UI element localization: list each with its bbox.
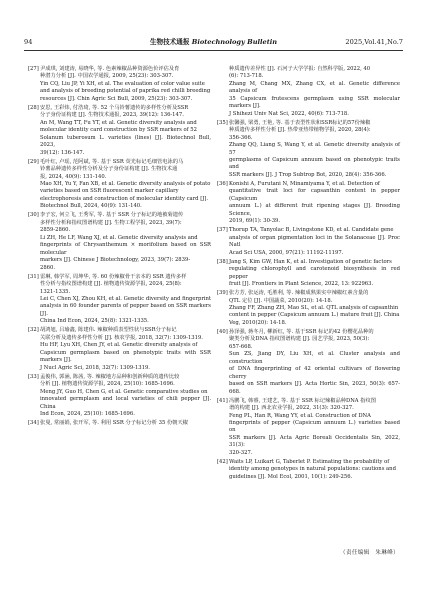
reference-entry [217, 329, 400, 396]
reference-line: Lei C, Chen XJ, Zhou KH, et al. Genetic diversity and fingerprint [40, 295, 212, 302]
reference-line: China Ind Econ, 2024, 25(8): 1321-1335. [40, 318, 149, 325]
reference-number: [29] [28, 158, 39, 165]
reference-line: Mao XH, Yu Y, Fan XB, et al. Genetic diversity analysis of potato [40, 180, 211, 187]
reference-line: 320-327. [229, 449, 253, 456]
reference-line: Acad Sci USA, 2000, 97(21): 11192-11197. [229, 249, 344, 256]
reference-entry [28, 420, 211, 427]
reference-entry [217, 290, 400, 327]
reference-line: markers [J]. Chinese J Biotechnology, 2023, 39(7): 2839- [40, 257, 191, 264]
reference-line: Jang S, Kim GW, Han K, et al. Investigation of genetic factors [229, 258, 392, 265]
reference-number: [32] [28, 327, 39, 334]
reference-line: regulating chlorophyll and carotenoid biosynthesis in red pepper [229, 266, 400, 280]
editor-note: （责任编辑 朱琳峰） [340, 550, 399, 556]
reference-number: [40] [217, 328, 228, 335]
reference-text [229, 181, 400, 226]
reference-line: 孟俊伟, 郭涵, 陈茜, 等. 辣椒地方品种和创新种质的遗传比较 [40, 373, 180, 380]
reference-line: SSR markers [J]. Acta Agric Boreali Occidentalis Sin, 2022, 31(3): [229, 434, 400, 449]
reference-entry [217, 398, 400, 458]
reference-line: 谱的构建 [J]. 西北农业学报, 2022, 31(3): 320-327. [229, 405, 354, 412]
reference-number: [36] [217, 180, 228, 187]
reference-line: Veg, 2010(20): 14-18. [229, 319, 287, 326]
reference-text [40, 274, 211, 326]
reference-line: J Nucl Agric Sci, 2018, 32(7): 1309-1319. [40, 364, 150, 371]
reference-line: 性分析与指纹图谱构建 [J]. 植物遗传资源学报, 2024, 25(8): [40, 281, 182, 288]
reference-line: 657-668. [229, 343, 253, 350]
issue-info: 2025,Vol.41,No.7 [345, 38, 403, 46]
reference-line: Ind Econ, 2024, 25(10): 1685-1696. [40, 410, 135, 417]
reference-number [217, 66, 229, 118]
reference-line: Hu HF, Lyu XH, Chen JY, et al. Genetic diversity analysis of [40, 342, 198, 349]
reference-line: of DNA fingerprinting of 42 oriental cultivars of flowering cherry [229, 366, 400, 380]
reference-line: 种质遗传多样性分析 [J]. 热带亚热带植物学报, 2020, 28(4): [229, 127, 371, 134]
reference-line: fingerprints of pepper (Capsicum annuum L.) varieties based on [229, 420, 400, 434]
reference-number: [38] [217, 258, 228, 265]
reference-text [40, 420, 211, 427]
reference-entry [28, 274, 211, 326]
reference-line: QTL 定位 [J]. 中国蔬菜, 2010(20): 14-18. [229, 297, 333, 304]
reference-line: Yin CQ, Liu JP, Yi XH, et al. The evaluation of color value suite [40, 80, 205, 87]
reference-text [229, 398, 400, 458]
reference-entry [28, 327, 211, 372]
reference-line: 35 Capsicum frutescens germplasm using SSR molecular markers [J]. [229, 95, 400, 110]
reference-line: 聚类分析及DNA 指纹图谱构建 [J]. 园艺学报, 2023, 50(3): [229, 336, 370, 343]
reference-text [40, 212, 211, 272]
reference-line: (6): 713-718. [229, 73, 264, 80]
reference-line: 报, 2024, 40(9): 131-140. [40, 173, 107, 180]
reference-line: 尹成琪, 刘建涛, 易晓华, 等. 色素辣椒品种资源色价评估及育 [40, 66, 180, 72]
reference-line: content in pepper (Capsicum annuum L.) mature fruit [J]. China [229, 312, 400, 319]
reference-line: Biotechnol Bull, 2024, 40(9): 131-140. [40, 203, 142, 210]
reference-line: Zhang FF, Zhang ZH, Mao SL, et al. QTL analysis of capsanthin [229, 305, 399, 312]
reference-line: resources [J]. Chin Agric Sci Bull, 2009, 25(23): 303-307. [40, 95, 193, 102]
reference-line: 2859-2860. [40, 227, 71, 234]
reference-text [40, 374, 211, 419]
reference-entry [217, 120, 400, 180]
reference-text [40, 159, 211, 211]
reference-line: Capsicum germplasm based on phenotypic traits with SSR markers [J]. [40, 349, 211, 364]
reference-line: An M, Wang TT, Fu YT, et al. Genetic diversity analysis and [40, 119, 197, 126]
reference-line: fingerprints of Chrysanthemum × morifolium based on SSR molecular [40, 242, 211, 256]
reference-number: [33] [28, 373, 39, 380]
reference-line: Meng JY, Guo H, Chen G, et al. Genetic comparative studies on [40, 388, 208, 395]
running-header [24, 35, 403, 49]
journal-title-en: Biotechnology Bulletin [191, 38, 278, 46]
page-number: 94 [24, 38, 33, 46]
reference-line: analysis in 60 founder parents of pepper based on SSR markers [J]. [40, 303, 211, 317]
reference-text [40, 327, 211, 372]
reference-text [229, 290, 400, 327]
reference-line: 孙泽强, 蒋冬月, 柳新红, 等. 基于SSR 标记的42 份樱花品种的 [229, 328, 374, 335]
reference-text [229, 259, 400, 289]
reference-line: identity among genotypes in natural populations: cautions and [229, 466, 396, 473]
reference-text [40, 105, 211, 157]
reference-entry [217, 459, 400, 481]
reference-line: Solanum tuberosum L. varieties (lines) [J]. Biotechnol Bull, 2023, [40, 134, 211, 149]
reference-entry [28, 105, 211, 157]
reference-line: analysis of organ pigmentation loci in the Solanaceae [J]. Proc Natl [229, 234, 400, 249]
reference-line: Li ZH, He LF, Wang XJ, et al. Genetic diversity analysis and [40, 234, 198, 241]
reference-entry [217, 181, 400, 226]
reference-line: annuum L.) at different fruit ripening stages [J]. Breeding Science, [229, 203, 400, 217]
reference-text [229, 459, 400, 481]
reference-line: Waits LP, Luikart G, Taberlet P. Estimating the probability of [229, 458, 390, 465]
reference-line: 铃薯品种遗传多样性分析及分子身份证构建 [J]. 生物技术通 [40, 166, 178, 173]
reference-entry [217, 259, 400, 289]
reference-number: [35] [217, 119, 228, 126]
reference-line: innovated germplasm and local varieties of chili pepper [J]. China [40, 396, 211, 410]
reference-line: quantitative trait loci for capsanthin content in pepper (Capsicum [229, 188, 400, 202]
reference-number: [37] [217, 227, 228, 234]
reference-line: Feng PL, Han R, Wang YY, et al. Construction of DNA [229, 412, 371, 419]
reference-line: 1321-1335. [40, 288, 71, 295]
reference-line: germplasms of Capsicum annuum based on phenotypic traits and [229, 157, 400, 171]
reference-line: 张馨强, 梁勇, 王艳, 等. 基于表型性状和SSR标记的57份辣椒 [229, 119, 371, 126]
reference-number: [42] [217, 458, 228, 465]
reference-line: 胡鸿旭, 吕瑜鑫, 陈建伟. 辣椒种质表型性状与SSR分子标记 [40, 327, 177, 334]
reference-line: 毛叶红, 卢瑶, 范阿斌, 等. 基于 SSR 荧光标记毛细管电泳的马 [40, 158, 184, 165]
journal-title-cn: 生物技术通报 [149, 38, 190, 46]
reference-number: [31] [28, 273, 39, 280]
reference-number: [27] [28, 66, 39, 72]
reference-line: SSR markers [J]. J Trop Subtrop Bot, 2020, 28(4): 356-366. [229, 171, 387, 178]
reference-line: and analysis of breeding potential of paprika red chilli breeding [40, 88, 211, 95]
reference-text [229, 120, 400, 180]
reference-line: 2860. [40, 264, 56, 271]
reference-number: [34] [28, 420, 39, 426]
reference-line: electrophoresis and construction of molecular identity card [J]. [40, 195, 209, 202]
reference-line: 356-366. [229, 134, 253, 141]
reference-line: 分子身份证构建 [J]. 生物技术通报, 2023, 39(12): 136-147. [40, 112, 184, 119]
reference-line: J Shihezi Univ Nat Sci, 2022, 40(6): 713-718. [229, 110, 349, 117]
reference-line: Zhang M, Chang MX, Zhang CX, et al. Genetic difference analysis of [229, 80, 400, 95]
reference-text [229, 329, 400, 396]
reference-line: 关联分析及遗传多样性分析 [J]. 核农学报, 2018, 32(7): 1309-1319. [40, 334, 203, 341]
reference-number: [39] [217, 290, 228, 297]
reference-line: 安思, 王彩炜, 付浩琦, 等. 52 个马铃薯遗传的多样性分析及SSR [40, 104, 189, 111]
reference-line: Zhang QQ, Liang S, Wang Y, et al. Genetic diversity analysis of 57 [229, 142, 400, 156]
reference-line: Thorup TA, Tanyolac B, Livingstone KD, et al. Candidate gene [229, 227, 394, 234]
reference-entry [28, 212, 211, 272]
reference-line: varieties based on SSR fluorescent marker capillary [40, 188, 179, 195]
reference-line: 2019, 69(1): 30-39. [229, 218, 281, 225]
reference-text [40, 66, 211, 103]
reference-line: molecular identity card construction by SSR markers of 52 [40, 127, 197, 134]
reference-column-left [28, 66, 211, 429]
reference-line: fruit [J]. Frontiers in Plant Science, 2022, 13: 922963. [229, 281, 374, 288]
reference-column-right [217, 66, 400, 483]
reference-line: 雷琳, 韩学军, 周坤华, 等. 60 份辣椒骨干亲本的 SSR 遗传多样 [40, 273, 187, 280]
reference-text [229, 227, 400, 257]
reference-line: 种质遗传差异性 [J]. 石河子大学学报: 自然科学版, 2022, 40 [229, 66, 371, 72]
reference-line: Sun ZS, Jiang DY, Liu XH, et al. Cluster analysis and construction [229, 351, 400, 365]
reference-line: 种潜力分析 [J]. 中国农学通报, 2009, 25(23): 303-307. [40, 73, 174, 80]
reference-line: 多样性分析和指纹图谱构建 [J]. 生物工程学报, 2023, 39(7): [40, 219, 182, 226]
reference-line: 张曼, 常丽娟, 张开军, 等. 利用 SSR 分子标记分析 35 份朝天椒 [40, 420, 189, 426]
reference-entry [28, 374, 211, 419]
reference-text [229, 66, 400, 118]
reference-line: 分析 [J]. 植物遗传资源学报, 2024, 25(10): 1685-1696. [40, 381, 175, 388]
reference-line: 39(12): 136-147. [40, 149, 85, 156]
reference-entry [28, 159, 211, 211]
reference-entry [217, 227, 400, 257]
reference-number: [30] [28, 212, 39, 219]
reference-number: [41] [217, 397, 228, 404]
reference-line: guidelines [J]. Mol Ecol, 2001, 10(1): 249-256. [229, 473, 353, 480]
reference-line: 张方芳, 张运涛, 毛胜利, 等. 辣椒成熟果实中辣椒红素含量的 [229, 290, 369, 297]
header-divider [24, 50, 403, 51]
reference-line: 李子宏, 何立飞, 王秀军, 等. 基于 SSR 分子标记的地被菊遗传 [40, 212, 184, 219]
reference-number: [28] [28, 104, 39, 111]
reference-line: based on SSR markers [J]. Acta Hortic Sin, 2023, 50(3): 657-668. [229, 381, 400, 395]
reference-line: 冯鹏飞, 韩睿, 王建艺, 等. 基于 SSR 标记辣椒品种DNA 指纹图 [229, 397, 377, 404]
reference-entry [28, 66, 211, 103]
reference-line: Konishi A, Furutani N, Minamiyama Y, et al. Detection of [229, 180, 380, 187]
reference-entry [217, 66, 400, 118]
